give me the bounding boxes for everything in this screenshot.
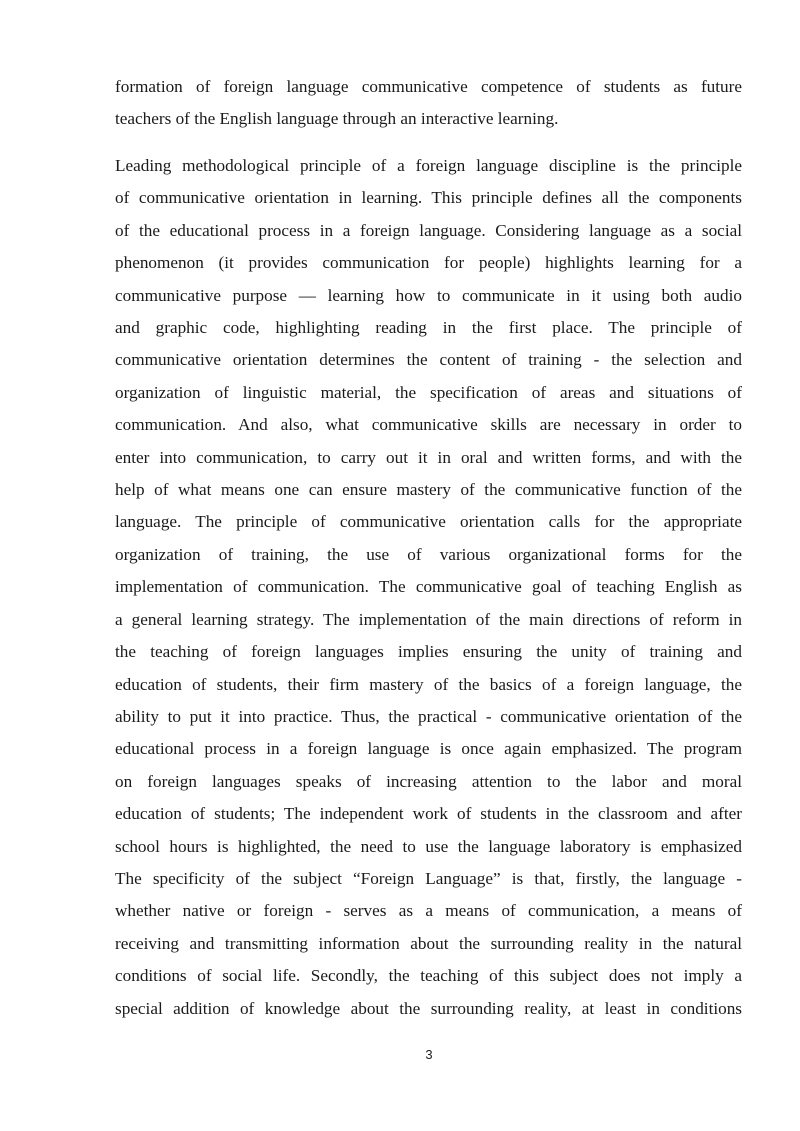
text-line: whether native or foreign - serves as a means of communication, a means of <box>115 901 742 921</box>
text-line: organization of training, the use of various organizational forms for the <box>115 544 742 564</box>
text-line: the teaching of foreign languages implies ensuring the unity of training and <box>115 642 742 662</box>
text-line: The specificity of the subject “Foreign Language” is that, firstly, the language - <box>115 868 742 888</box>
text-line: on foreign languages speaks of increasing attention to the labor and moral <box>115 771 742 791</box>
text-line: special addition of knowledge about the surrounding reality, at least in conditions <box>115 998 742 1018</box>
text-line: a general learning strategy. The implementation of the main directions of reform in <box>115 609 742 629</box>
text-line: Leading methodological principle of a foreign language discipline is the principle <box>115 156 742 175</box>
text-line: of communicative orientation in learning. This principle defines all the components <box>115 188 742 208</box>
text-line: receiving and transmitting information about the surrounding reality in the natural <box>115 933 742 953</box>
text-line: education of students, their firm mastery of the basics of a foreign language, the <box>115 674 742 694</box>
text-line: communicative purpose — learning how to communicate in it using both audio <box>115 285 742 305</box>
text-line: school hours is highlighted, the need to use the language laboratory is emphasized <box>115 836 742 856</box>
paragraph-2 <box>115 150 742 1025</box>
text-line: language. The principle of communicative orientation calls for the appropriate <box>115 512 742 532</box>
text-line: education of students; The independent work of students in the classroom and after <box>115 804 742 824</box>
text-line: enter into communication, to carry out it in oral and written forms, and with the <box>115 447 742 467</box>
text-line: organization of linguistic material, the specification of areas and situations of <box>115 382 742 402</box>
text-line: implementation of communication. The communicative goal of teaching English as <box>115 577 742 597</box>
page-number: 3 <box>425 1047 433 1062</box>
text-line: formation of foreign language communicative competence of students as future <box>115 77 742 96</box>
text-line: teachers of the English language through an interactive learning. <box>115 109 559 129</box>
text-line: phenomenon (it provides communication for people) highlights learning for a <box>115 253 742 273</box>
text-line: communication. And also, what communicative skills are necessary in order to <box>115 415 742 435</box>
text-line: communicative orientation determines the content of training - the selection and <box>115 350 742 370</box>
text-line: educational process in a foreign language is once again emphasized. The program <box>115 739 742 759</box>
paragraph-1 <box>115 71 742 136</box>
text-line: of the educational process in a foreign language. Considering language as a social <box>115 220 742 240</box>
text-line: help of what means one can ensure mastery of the communicative function of the <box>115 480 742 500</box>
text-line: ability to put it into practice. Thus, the practical - communicative orientation of the <box>115 706 742 726</box>
text-line: conditions of social life. Secondly, the teaching of this subject does not imply a <box>115 966 742 986</box>
text-line: and graphic code, highlighting reading in the first place. The principle of <box>115 318 742 338</box>
